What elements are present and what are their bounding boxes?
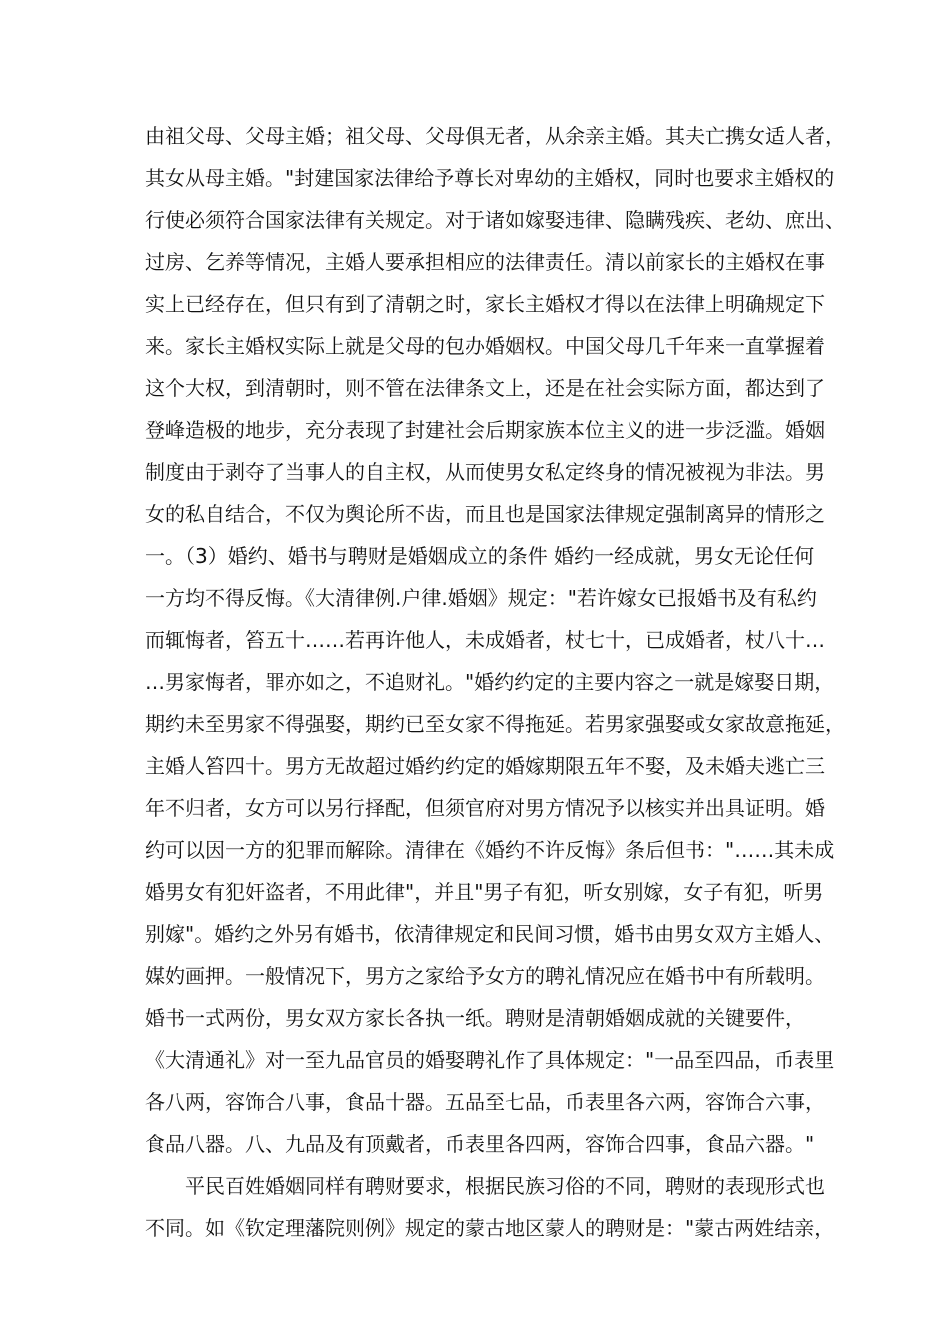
text-line: 来。家长主婚权实际上就是父母的包办婚姻权。中国父母几千年来一直掌握着 [145, 334, 825, 358]
text-line: 由祖父母、父母主婚；祖父母、父母俱无者，从余亲主婚。其夫亡携女适人者， [145, 124, 845, 148]
text-line: 一。（3）婚约、婚书与聘财是婚姻成立的条件 婚约一经成就，男女无论任何 [145, 544, 815, 568]
text-line: 婚书一式两份，男女双方家长各执一纸。聘财是清朝婚姻成就的关键要件， [145, 1006, 805, 1030]
text-line: 行使必须符合国家法律有关规定。对于诸如嫁娶违律、隐瞒残疾、老幼、庶出、 [145, 208, 845, 232]
text-line: 不同。如《钦定理藩院则例》规定的蒙古地区蒙人的聘财是："蒙古两姓结亲， [145, 1216, 835, 1240]
text-line: 期约未至男家不得强娶，期约已至女家不得拖延。若男家强娶或女家故意拖延， [145, 712, 845, 736]
text-line: 这个大权，到清朝时，则不管在法律条文上，还是在社会实际方面，都达到了 [145, 376, 825, 400]
text-line: 其女从母主婚。"封建国家法律给予尊长对卑幼的主婚权，同时也要求主婚权的 [145, 166, 835, 190]
text-line: 主婚人笞四十。男方无故超过婚约约定的婚嫁期限五年不娶，及未婚夫逃亡三 [145, 754, 825, 778]
text-line: 一方均不得反悔。《大清律例.户律.婚姻》规定："若许嫁女已报婚书及有私约 [145, 586, 817, 610]
body-text [145, 115, 845, 1249]
paragraph-start-line: 平民百姓婚姻同样有聘财要求，根据民族习俗的不同，聘财的表现形式也 [185, 1174, 825, 1198]
text-line: 食品八器。八、九品及有顶戴者，币表里各四两，容饰合四事，食品六器。" [145, 1132, 815, 1156]
text-line: 女的私自结合，不仅为舆论所不齿，而且也是国家法律规定强制离异的情形之 [145, 502, 825, 526]
text-line: 各八两，容饰合八事，食品十器。五品至七品，币表里各六两，容饰合六事， [145, 1090, 825, 1114]
text-line: 而辄悔者，笞五十……若再许他人，未成婚者，杖七十，已成婚者，杖八十… [145, 628, 825, 652]
text-line: 登峰造极的地步，充分表现了封建社会后期家族本位主义的进一步泛滥。婚姻 [145, 418, 825, 442]
text-line: 《大清通礼》对一至九品官员的婚娶聘礼作了具体规定："一品至四品，币表里 [145, 1048, 835, 1072]
text-line: 制度由于剥夺了当事人的自主权，从而使男女私定终身的情况被视为非法。男 [145, 460, 825, 484]
text-line: 年不归者，女方可以另行择配，但须官府对男方情况予以核实并出具证明。婚 [145, 796, 825, 820]
text-line: 婚男女有犯奸盗者，不用此律"，并且"男子有犯，听女别嫁，女子有犯，听男 [145, 880, 824, 904]
text-line: 过房、乞养等情况，主婚人要承担相应的法律责任。清以前家长的主婚权在事 [145, 250, 825, 274]
text-line: 实上已经存在，但只有到了清朝之时，家长主婚权才得以在法律上明确规定下 [145, 292, 825, 316]
text-line: 媒妁画押。一般情况下，男方之家给予女方的聘礼情况应在婚书中有所载明。 [145, 964, 825, 988]
text-line: 别嫁"。婚约之外另有婚书，依清律规定和民间习惯，婚书由男女双方主婚人、 [145, 922, 835, 946]
text-line: …男家悔者，罪亦如之，不追财礼。"婚约约定的主要内容之一就是嫁娶日期， [145, 670, 835, 694]
text-line: 约可以因一方的犯罪而解除。清律在《婚约不许反悔》条后但书："……其未成 [145, 838, 835, 862]
